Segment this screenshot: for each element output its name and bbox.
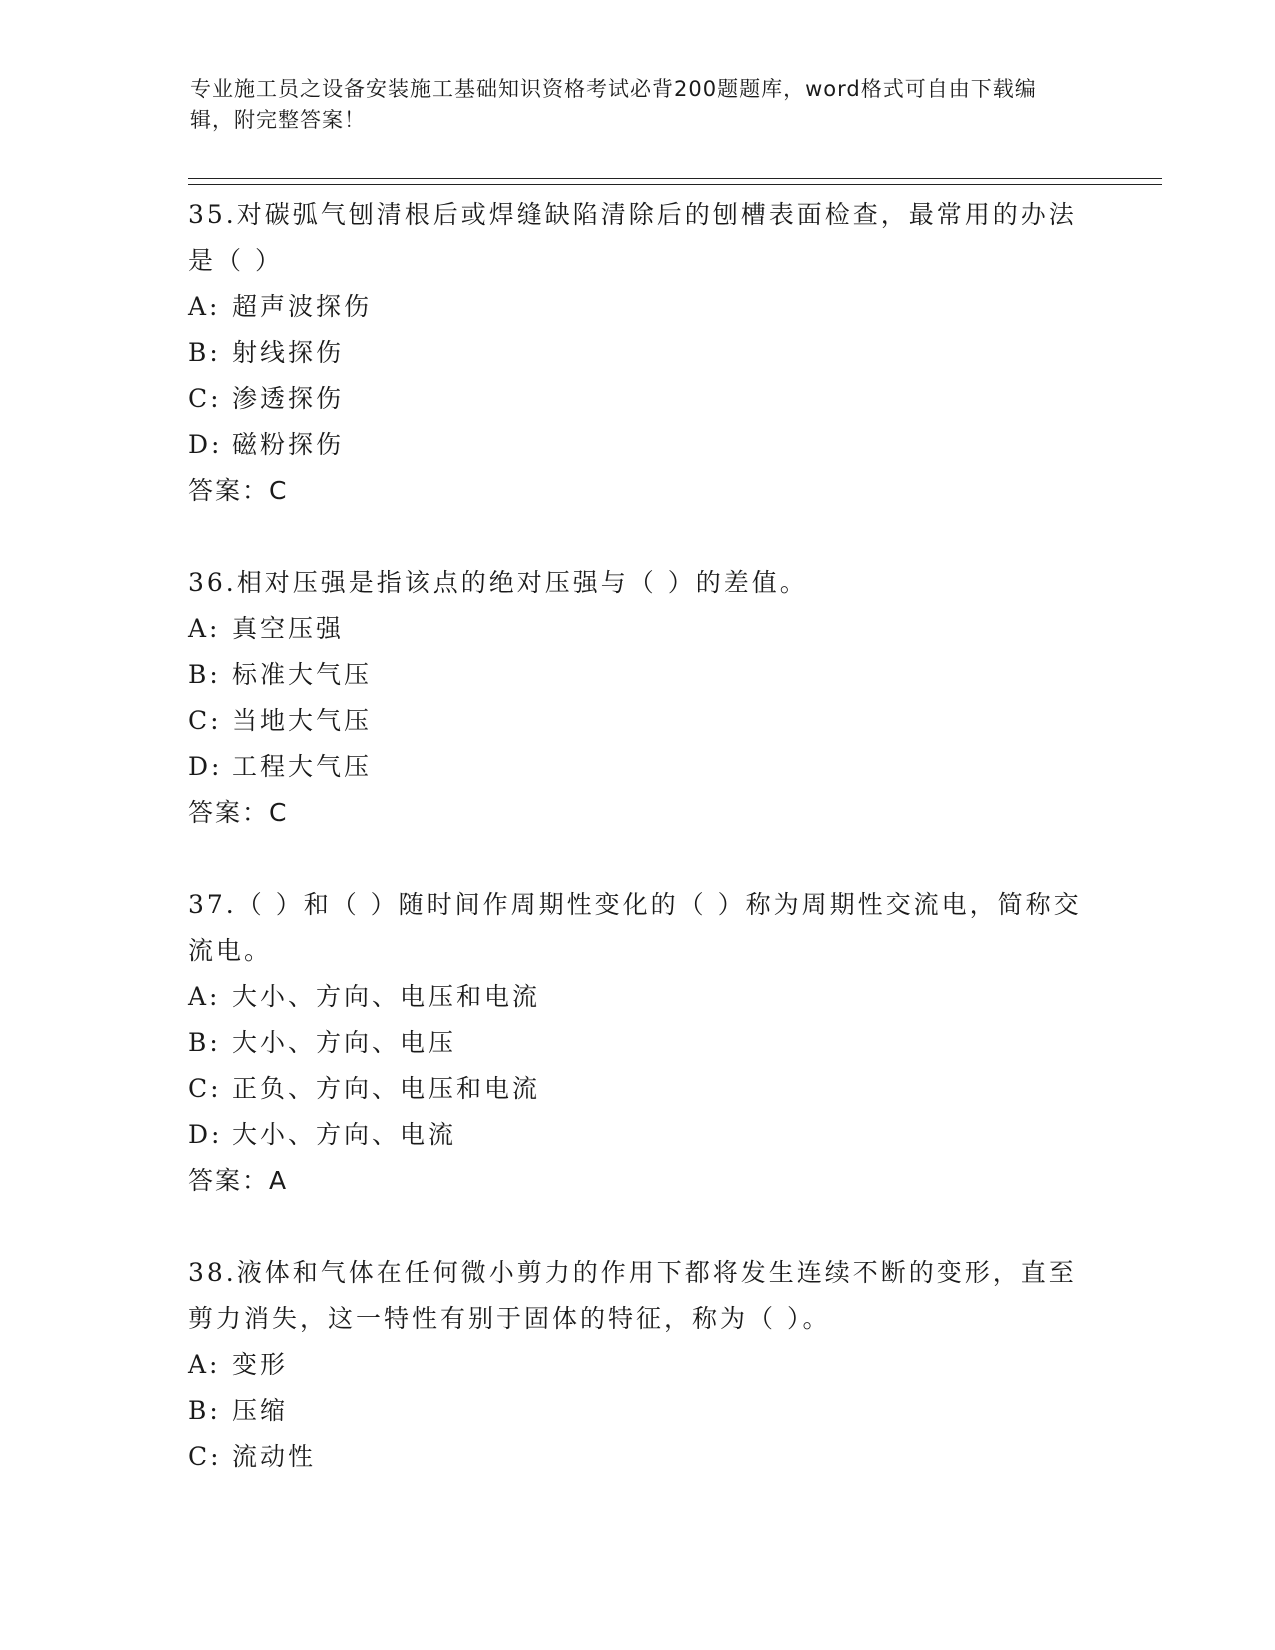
- option-text: 真空压强: [232, 614, 345, 643]
- question-text: 36.相对压强是指该点的绝对压强与（ ）的差值。: [188, 568, 808, 597]
- option-a: [188, 606, 1088, 652]
- option-text: 大小、方向、电压: [232, 1028, 457, 1057]
- option-letter: D:: [188, 1120, 223, 1149]
- option-d: [188, 744, 1088, 790]
- option-text: 变形: [232, 1350, 289, 1379]
- option-letter: D:: [188, 752, 223, 781]
- option-b: [188, 330, 1088, 376]
- option-a: [188, 1342, 1088, 1388]
- question-36: [188, 560, 1088, 836]
- option-text: 当地大气压: [232, 706, 373, 735]
- option-text: 工程大气压: [232, 752, 373, 781]
- option-text: 渗透探伤: [232, 384, 345, 413]
- option-letter: A:: [188, 1350, 221, 1379]
- option-letter: A:: [188, 292, 221, 321]
- option-d: [188, 422, 1088, 468]
- option-d: [188, 1112, 1088, 1158]
- option-letter: B:: [188, 1028, 221, 1057]
- option-letter: A:: [188, 982, 221, 1011]
- option-text: 流动性: [232, 1442, 317, 1471]
- option-text: 压缩: [232, 1396, 289, 1425]
- option-letter: C:: [188, 384, 222, 413]
- question-38: [188, 1250, 1088, 1480]
- option-text: 正负、方向、电压和电流: [232, 1074, 541, 1103]
- question-text: 38.液体和气体在任何微小剪力的作用下都将发生连续不断的变形，直至剪力消失，这一特性有别于固体的特征，称为（ ）。: [188, 1258, 1077, 1333]
- document-header: 专业施工员之设备安装施工基础知识资格考试必背200题题库，word格式可自由下载编辑，附完整答案！: [190, 77, 1037, 132]
- option-letter: C:: [188, 1074, 222, 1103]
- option-letter: B:: [188, 338, 221, 367]
- option-text: 大小、方向、电流: [232, 1120, 457, 1149]
- question-text: 35.对碳弧气刨清根后或焊缝缺陷清除后的刨槽表面检查，最常用的办法是（ ）: [188, 200, 1077, 275]
- option-c: [188, 1434, 1088, 1480]
- option-letter: B:: [188, 660, 221, 689]
- question-list: [188, 192, 1088, 1526]
- option-text: 磁粉探伤: [232, 430, 345, 459]
- header-divider-bottom: [188, 184, 1162, 185]
- option-b: [188, 652, 1088, 698]
- option-a: [188, 284, 1088, 330]
- answer-line: 答案：C: [188, 798, 289, 827]
- option-a: [188, 974, 1088, 1020]
- option-c: [188, 698, 1088, 744]
- option-letter: C:: [188, 1442, 222, 1471]
- question-35: [188, 192, 1088, 514]
- answer-line: 答案：A: [188, 1166, 289, 1195]
- option-text: 射线探伤: [232, 338, 345, 367]
- option-c: [188, 1066, 1088, 1112]
- question-37: [188, 882, 1088, 1204]
- header-divider-top: [188, 178, 1162, 179]
- option-letter: B:: [188, 1396, 221, 1425]
- option-c: [188, 376, 1088, 422]
- question-text: 37.（ ）和（ ）随时间作周期性变化的（ ）称为周期性交流电，简称交流电。: [188, 890, 1082, 965]
- option-b: [188, 1020, 1088, 1066]
- option-b: [188, 1388, 1088, 1434]
- answer-line: 答案：C: [188, 476, 289, 505]
- option-text: 大小、方向、电压和电流: [232, 982, 541, 1011]
- option-text: 超声波探伤: [232, 292, 373, 321]
- option-letter: D:: [188, 430, 223, 459]
- option-letter: A:: [188, 614, 221, 643]
- option-text: 标准大气压: [232, 660, 373, 689]
- option-letter: C:: [188, 706, 222, 735]
